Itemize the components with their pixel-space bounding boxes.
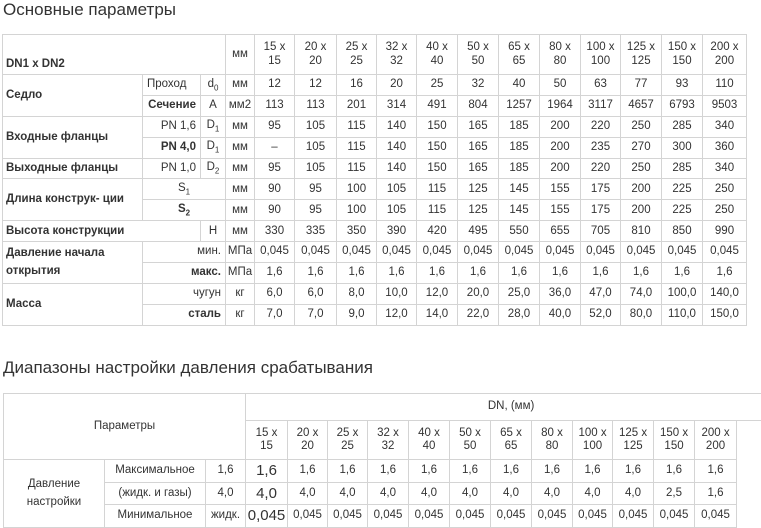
- value-cell: 6,0: [295, 283, 337, 304]
- value-cell: 165: [458, 158, 499, 179]
- value-cell: 150: [417, 158, 458, 179]
- dn-column-header: 20 x 20: [288, 421, 328, 460]
- pressure-setting-label: Давление настройки: [4, 460, 105, 528]
- value-cell: 1,6: [295, 263, 337, 284]
- height-row: [3, 221, 761, 242]
- pressure-label: Давление начала открытия: [3, 242, 143, 284]
- value-cell: 155: [540, 200, 581, 221]
- outlet-symbol: $D_2$: [201, 158, 226, 179]
- value-cell: 6793: [662, 95, 703, 116]
- liquid-label: жидк.: [206, 505, 246, 528]
- value-cell: 420: [417, 221, 458, 242]
- value-cell: 4,0: [368, 482, 409, 505]
- value-cell: 4,0: [573, 482, 613, 505]
- value-cell: 550: [499, 221, 540, 242]
- dn-column-header: 40 x 40: [417, 35, 458, 75]
- pressure-min-row: [3, 242, 761, 263]
- value-cell: 0,045: [540, 242, 581, 263]
- value-cell: 285: [662, 116, 703, 137]
- value-cell: 9,0: [337, 304, 377, 325]
- value-cell: 340: [703, 116, 747, 137]
- dn-column-header: 40 x 40: [409, 421, 450, 460]
- value-cell: 90: [255, 179, 295, 200]
- value-cell: 40: [499, 75, 540, 96]
- s1-symbol: $S_1$: [143, 179, 226, 200]
- pn16-symbol: $D_1$: [201, 116, 226, 137]
- value-cell: 12: [255, 75, 295, 96]
- value-cell: 1,6: [621, 263, 662, 284]
- value-cell: 145: [499, 179, 540, 200]
- value-cell: 47,0: [581, 283, 621, 304]
- mass-label: Масса: [3, 283, 143, 325]
- value-cell: 14,0: [417, 304, 458, 325]
- value-cell: 80,0: [621, 304, 662, 325]
- bore-label: Проход: [143, 75, 201, 96]
- value-cell: 77: [621, 75, 662, 96]
- value-cell: 225: [662, 200, 703, 221]
- value-cell: 105: [295, 116, 337, 137]
- value-cell: 0,045: [417, 242, 458, 263]
- value-cell: 1,6: [288, 460, 328, 483]
- value-cell: 165: [458, 137, 499, 158]
- value-cell: 36,0: [540, 283, 581, 304]
- value-cell: 200: [621, 200, 662, 221]
- value-cell: 1,6: [337, 263, 377, 284]
- dn-column-header: 20 x 20: [295, 35, 337, 75]
- value-cell: 175: [581, 200, 621, 221]
- dn-column-header: 150 x 150: [654, 421, 695, 460]
- value-cell: 145: [499, 200, 540, 221]
- value-cell: 1,6: [613, 460, 654, 483]
- value-cell: 140,0: [703, 283, 747, 304]
- value-cell: 52,0: [581, 304, 621, 325]
- dn-column-header: 50 x 50: [458, 35, 499, 75]
- value-cell: 1,6: [573, 460, 613, 483]
- value-cell: 4,0: [246, 482, 288, 505]
- value-cell: 74,0: [621, 283, 662, 304]
- main-params-title: Основные параметры: [3, 0, 176, 19]
- s2-symbol: $S_2$: [143, 200, 226, 221]
- value-cell: 235: [581, 137, 621, 158]
- value-cell: 2,5: [654, 482, 695, 505]
- value-cell: 115: [417, 179, 458, 200]
- dn-column-header: 25 x 25: [337, 35, 377, 75]
- value-cell: 140: [377, 137, 417, 158]
- value-cell: 150: [417, 116, 458, 137]
- dn-column-header: 125 x 125: [613, 421, 654, 460]
- value-cell: 113: [255, 95, 295, 116]
- length-s1-row: [3, 179, 761, 200]
- value-cell: 0,045: [573, 505, 613, 528]
- value-cell: 185: [499, 116, 540, 137]
- dn-column-header: 25 x 25: [328, 421, 368, 460]
- value-cell: 850: [662, 221, 703, 242]
- value-cell: 201: [337, 95, 377, 116]
- value-cell: 25: [417, 75, 458, 96]
- range-max16-row: [4, 460, 761, 483]
- value-cell: 1,6: [255, 263, 295, 284]
- value-cell: 1,6: [499, 263, 540, 284]
- value-cell: 25,0: [499, 283, 540, 304]
- value-cell: 140: [377, 158, 417, 179]
- value-cell: 113: [295, 95, 337, 116]
- pn16-label: PN 1,6: [143, 116, 201, 137]
- p-min-label: мин.: [143, 242, 226, 263]
- value-cell: 40,0: [540, 304, 581, 325]
- inlet-label: Входные фланцы: [3, 116, 143, 158]
- unit-cell: мм: [226, 75, 255, 96]
- value-cell: 655: [540, 221, 581, 242]
- value-cell: 115: [337, 158, 377, 179]
- height-label: Высота конструкции: [3, 221, 201, 242]
- cast-iron-label: чугун: [143, 283, 226, 304]
- unit-cell: кг: [226, 304, 255, 325]
- dn-label: DN1 x DN2: [3, 35, 226, 75]
- value-cell: 95: [255, 158, 295, 179]
- value-cell: 4,0: [532, 482, 573, 505]
- value-cell: 4,0: [328, 482, 368, 505]
- value-cell: 4,0: [288, 482, 328, 505]
- value-cell: 16: [337, 75, 377, 96]
- value-cell: 0,045: [337, 242, 377, 263]
- value-cell: 990: [703, 221, 747, 242]
- value-cell: 115: [337, 116, 377, 137]
- params-label: Параметры: [4, 394, 246, 460]
- value-cell: 1,6: [450, 460, 491, 483]
- value-cell: 1,6: [662, 263, 703, 284]
- value-cell: 1257: [499, 95, 540, 116]
- value-cell: 390: [377, 221, 417, 242]
- value-cell: 4,0: [409, 482, 450, 505]
- value-cell: 155: [540, 179, 581, 200]
- unit-cell: мм: [226, 137, 255, 158]
- value-cell: 495: [458, 221, 499, 242]
- value-cell: 0,045: [654, 505, 695, 528]
- value-cell: 105: [295, 137, 337, 158]
- value-cell: 0,045: [328, 505, 368, 528]
- value-cell: 0,045: [458, 242, 499, 263]
- value-cell: 110: [703, 75, 747, 96]
- unit-cell: мм: [226, 35, 255, 75]
- value-cell: 20,0: [458, 283, 499, 304]
- value-cell: 270: [621, 137, 662, 158]
- section-label: Сечение: [143, 95, 201, 116]
- max-label-2: (жидк. и газы): [105, 482, 206, 505]
- value-cell: 250: [621, 116, 662, 137]
- dn-column-header: 200 x 200: [695, 421, 737, 460]
- value-cell: 10,0: [377, 283, 417, 304]
- outlet-label: Выходные фланцы: [3, 158, 143, 179]
- dn-column-header: 15 x 15: [255, 35, 295, 75]
- height-symbol: H: [201, 221, 226, 242]
- dn-column-header: 65 x 65: [499, 35, 540, 75]
- pn40-label: PN 4,0: [143, 137, 201, 158]
- main-params-table: [2, 34, 761, 326]
- value-cell: 185: [499, 158, 540, 179]
- value-cell: 150,0: [703, 304, 747, 325]
- value-cell: 0,045: [621, 242, 662, 263]
- section-symbol: A: [201, 95, 226, 116]
- dn-column-header: 100 x 100: [573, 421, 613, 460]
- value-cell: 175: [581, 179, 621, 200]
- value-cell: 105: [377, 179, 417, 200]
- value-cell: 0,045: [377, 242, 417, 263]
- min-label: Минимальное: [105, 505, 206, 528]
- value-cell: 1,6: [417, 263, 458, 284]
- value-cell: 1,6: [368, 460, 409, 483]
- unit-cell: мм: [226, 116, 255, 137]
- ranges-title: Диапазоны настройки давления срабатывания: [3, 358, 373, 377]
- value-cell: 93: [662, 75, 703, 96]
- value-cell: 200: [540, 158, 581, 179]
- seat-label: Седло: [3, 75, 143, 117]
- value-cell: 165: [458, 116, 499, 137]
- dn-column-header: 150 x 150: [662, 35, 703, 75]
- value-cell: 705: [581, 221, 621, 242]
- value-cell: 200: [540, 137, 581, 158]
- value-cell: 1,6: [206, 460, 246, 483]
- value-cell: 0,045: [255, 242, 295, 263]
- value-cell: 7,0: [295, 304, 337, 325]
- value-cell: 0,045: [499, 242, 540, 263]
- value-cell: 4,0: [491, 482, 532, 505]
- value-cell: 314: [377, 95, 417, 116]
- value-cell: 125: [458, 179, 499, 200]
- value-cell: 1,6: [532, 460, 573, 483]
- length-label: Длина конструк- ции: [3, 179, 143, 221]
- value-cell: 50: [540, 75, 581, 96]
- value-cell: 1,6: [377, 263, 417, 284]
- outlet-row: [3, 158, 761, 179]
- value-cell: 0,045: [409, 505, 450, 528]
- value-cell: 8,0: [337, 283, 377, 304]
- value-cell: 1,6: [540, 263, 581, 284]
- value-cell: 1,6: [409, 460, 450, 483]
- max-label: Максимальное: [105, 460, 206, 483]
- value-cell: 6,0: [255, 283, 295, 304]
- value-cell: 4657: [621, 95, 662, 116]
- unit-cell: МПа: [226, 263, 255, 284]
- bore-symbol: $d_0$: [201, 75, 226, 96]
- value-cell: 300: [662, 137, 703, 158]
- dn-column-header: 80 x 80: [540, 35, 581, 75]
- value-cell: 1,6: [581, 263, 621, 284]
- mass-cast-iron-row: [3, 283, 761, 304]
- value-cell: 0,045: [662, 242, 703, 263]
- value-cell: 90: [255, 200, 295, 221]
- value-cell: 1,6: [458, 263, 499, 284]
- pn40-symbol: $D_1$: [201, 137, 226, 158]
- value-cell: 0,045: [581, 242, 621, 263]
- value-cell: 150: [417, 137, 458, 158]
- dn-column-header: 100 x 100: [581, 35, 621, 75]
- dn-column-header: 200 x 200: [703, 35, 747, 75]
- value-cell: 810: [621, 221, 662, 242]
- p-max-label: макс.: [143, 263, 226, 284]
- value-cell: 0,045: [532, 505, 573, 528]
- value-cell: 0,045: [295, 242, 337, 263]
- value-cell: 220: [581, 116, 621, 137]
- value-cell: 32: [458, 75, 499, 96]
- value-cell: 1964: [540, 95, 581, 116]
- value-cell: 200: [621, 179, 662, 200]
- dn-header: DN, (мм): [246, 394, 761, 421]
- value-cell: 225: [662, 179, 703, 200]
- value-cell: 250: [703, 179, 747, 200]
- value-cell: 4,0: [613, 482, 654, 505]
- value-cell: 110,0: [662, 304, 703, 325]
- value-cell: 491: [417, 95, 458, 116]
- unit-cell: мм: [226, 221, 255, 242]
- value-cell: 12: [295, 75, 337, 96]
- value-cell: 350: [337, 221, 377, 242]
- value-cell: 335: [295, 221, 337, 242]
- value-cell: 1,6: [328, 460, 368, 483]
- value-cell: 330: [255, 221, 295, 242]
- range-max40-row: [4, 482, 761, 505]
- value-cell: 100: [337, 200, 377, 221]
- dn-column-header: 80 x 80: [532, 421, 573, 460]
- value-cell: 0,045: [450, 505, 491, 528]
- value-cell: 63: [581, 75, 621, 96]
- value-cell: 105: [377, 200, 417, 221]
- value-cell: 115: [417, 200, 458, 221]
- value-cell: 250: [621, 158, 662, 179]
- steel-label: сталь: [143, 304, 226, 325]
- value-cell: 1,6: [703, 263, 747, 284]
- value-cell: 0,045: [246, 505, 288, 528]
- value-cell: 0,045: [491, 505, 532, 528]
- value-cell: 1,6: [491, 460, 532, 483]
- value-cell: 220: [581, 158, 621, 179]
- value-cell: 0,045: [703, 242, 747, 263]
- value-cell: 1,6: [654, 460, 695, 483]
- value-cell: 95: [295, 200, 337, 221]
- unit-cell: мм: [226, 158, 255, 179]
- value-cell: 0,045: [288, 505, 328, 528]
- unit-cell: мм: [226, 179, 255, 200]
- outlet-pn-label: PN 1,0: [143, 158, 201, 179]
- value-cell: 1,6: [695, 482, 737, 505]
- seat-bore-row: [3, 75, 761, 96]
- value-cell: 125: [458, 200, 499, 221]
- value-cell: 0,045: [613, 505, 654, 528]
- range-min-row: [4, 505, 761, 528]
- value-cell: 200: [540, 116, 581, 137]
- unit-cell: мм: [226, 200, 255, 221]
- unit-cell: кг: [226, 283, 255, 304]
- value-cell: 100,0: [662, 283, 703, 304]
- ranges-header-row: [4, 394, 761, 421]
- value-cell: 0,045: [368, 505, 409, 528]
- ranges-table: [3, 393, 761, 528]
- dn-column-header: 125 x 125: [621, 35, 662, 75]
- value-cell: 250: [703, 200, 747, 221]
- value-cell: 20: [377, 75, 417, 96]
- dn-header-row: [3, 35, 761, 75]
- dn-column-header: 15 x 15: [246, 421, 288, 460]
- value-cell: 1,6: [246, 460, 288, 483]
- value-cell: 95: [255, 116, 295, 137]
- unit-cell: мм2: [226, 95, 255, 116]
- value-cell: –: [255, 137, 295, 158]
- value-cell: 12,0: [377, 304, 417, 325]
- value-cell: 140: [377, 116, 417, 137]
- dn-column-header: 65 x 65: [491, 421, 532, 460]
- value-cell: 22,0: [458, 304, 499, 325]
- value-cell: 115: [337, 137, 377, 158]
- value-cell: 9503: [703, 95, 747, 116]
- value-cell: 7,0: [255, 304, 295, 325]
- value-cell: 12,0: [417, 283, 458, 304]
- value-cell: 28,0: [499, 304, 540, 325]
- value-cell: 285: [662, 158, 703, 179]
- dn-column-header: 50 x 50: [450, 421, 491, 460]
- value-cell: 3117: [581, 95, 621, 116]
- value-cell: 340: [703, 158, 747, 179]
- dn-column-header: 32 x 32: [377, 35, 417, 75]
- value-cell: 360: [703, 137, 747, 158]
- value-cell: 0,045: [695, 505, 737, 528]
- value-cell: 4,0: [206, 482, 246, 505]
- inlet-pn16-row: [3, 116, 761, 137]
- dn-column-header: 32 x 32: [368, 421, 409, 460]
- value-cell: 95: [295, 179, 337, 200]
- unit-cell: МПа: [226, 242, 255, 263]
- value-cell: 4,0: [450, 482, 491, 505]
- value-cell: 100: [337, 179, 377, 200]
- value-cell: 804: [458, 95, 499, 116]
- value-cell: 1,6: [695, 460, 737, 483]
- value-cell: 185: [499, 137, 540, 158]
- value-cell: 105: [295, 158, 337, 179]
